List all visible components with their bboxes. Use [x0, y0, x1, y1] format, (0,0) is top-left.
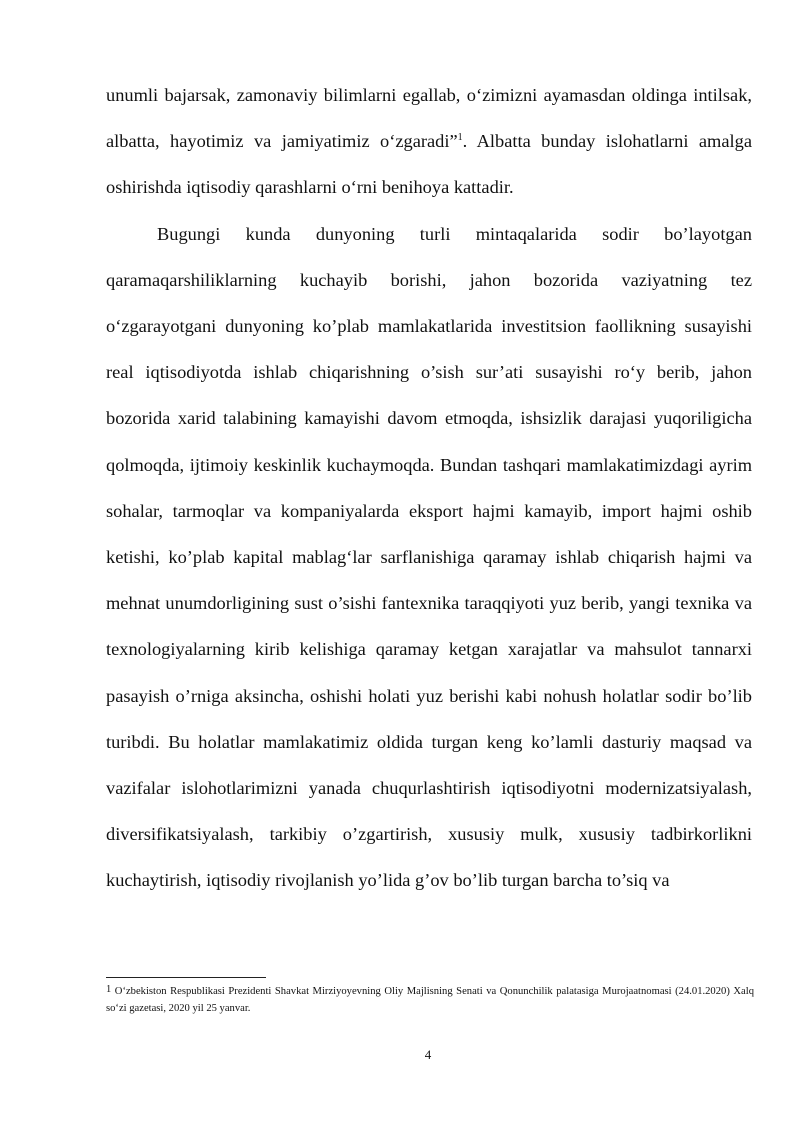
body-text: [106, 72, 752, 904]
paragraph: Bugungi kunda dunyoning turli mintaqalarida sodir bo’layotgan qaramaqarshiliklarning kuchayib borishi, jahon bozorida vaziyatning tez o‘zgarayotgani dunyoning ko’plab mamlakatlarida investitsion faollikning susayishi real iqtisodiyotda ishlab chiqarishning o’sish sur’ati susayishi ro‘y berib, jahon bozorida xarid talabining kamayishi davom etmoqda, ishsizlik darajasi yuqoriligicha qolmoqda, ijtimoiy keskinlik kuchaymoqda. Bundan tashqari mamlakatimizdagi ayrim sohalar, tarmoqlar va kompaniyalarda eksport hajmi kamayib, import hajmi oshib ketishi, ko’plab kapital mablag‘lar sarflanishiga qaramay ishlab chiqarish hajmi va mehnat unumdorligining sust o’sishi fantexnika taraqqiyoti yuz berib, yangi texnika va texnologiyalarning kirib kelishiga qaramay ketgan xarajatlar va mahsulot tannarxi pasayish o’rniga aksincha, oshishi holati yuz berishi kabi nohush holatlar sodir bo’lib turibdi. Bu holatlar mamlakatimiz oldida turgan keng ko’lamli dasturiy maqsad va vazifalar islohotlarimizni yanada chuqurlashtirish iqtisodiyotni modernizatsiyalash, diversifikatsiyalash, tarkibiy o’zgartirish, xususiy mulk, xususiy tadbirkorlikni kuchaytirish, iqtisodiy rivojlanish yo’lida g’ov bo’lib turgan barcha to’siq va: [106, 223, 752, 891]
footnote: [106, 983, 754, 1017]
footnote-text: O‘zbekiston Respublikasi Prezidenti Shavkat Mirziyoyevning Oliy Majlisning Senati va Qonunchilik palatasiga Murojaatnomasi (24.01.2020) Xalq so‘zi gazetasi, 2020 yil 25 yanvar.: [106, 986, 754, 1014]
page-number: 4: [424, 1047, 432, 1062]
paragraph-text-before-footnote: unumli bajarsak, zamonaviy bilimlarni egallab, o‘zimizni ayamasdan oldinga intilsak, albatta, hayotimiz va jamiyatimiz o‘zgaradi”: [106, 85, 752, 152]
footnote-reference[interactable]: 1: [457, 132, 463, 144]
footnote-marker: 1: [106, 984, 112, 995]
footnote-separator: [106, 977, 266, 978]
paragraph-text-after-footnote: . Albatta bunday islohatlarni amalga oshirishda iqtisodiy qarashlarni o‘rni benihoya kattadir.: [106, 131, 752, 198]
paragraph-continuation: [106, 72, 752, 211]
